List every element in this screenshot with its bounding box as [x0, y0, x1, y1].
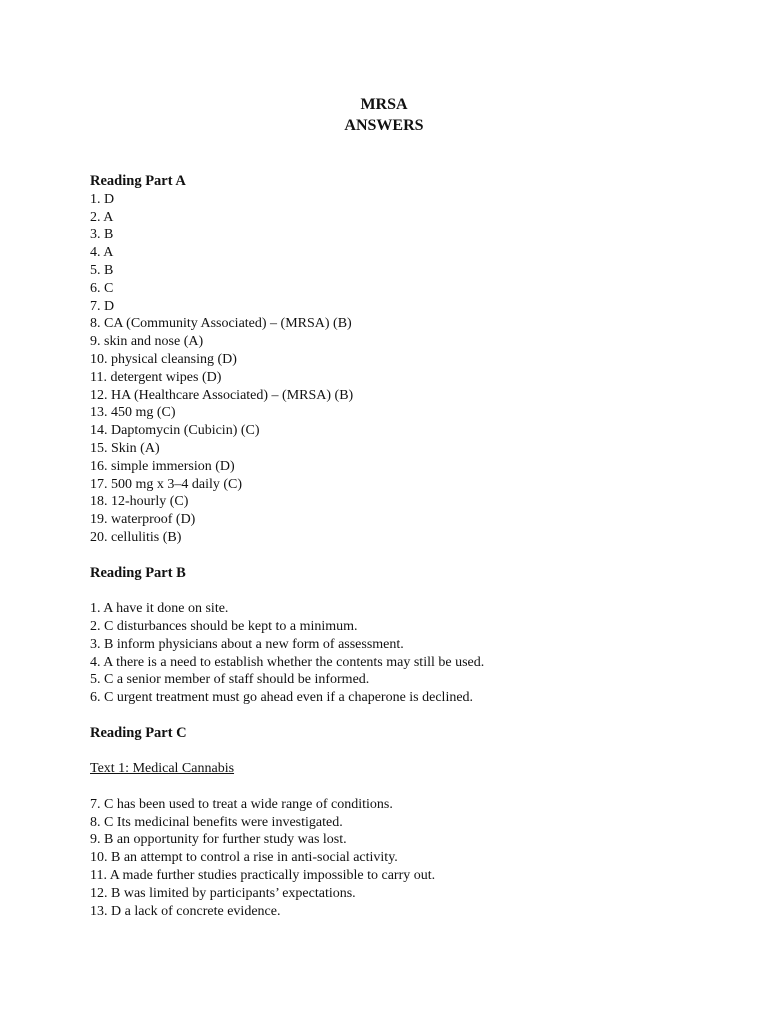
document-subtitle: ANSWERS [344, 117, 424, 134]
answer-item: 17. 500 mg x 3–4 daily (C) [90, 476, 243, 492]
section-heading-part-b: Reading Part B [90, 564, 186, 581]
answer-item: 3. B inform physicians about a new form of assessment. [90, 636, 404, 652]
answer-item: 9. skin and nose (A) [90, 334, 204, 350]
spacer [90, 743, 730, 761]
answer-item: 11. detergent wipes (D) [90, 369, 222, 385]
answer-item: 3. B [90, 227, 114, 243]
spacer [90, 707, 730, 725]
answer-item: 10. physical cleansing (D) [90, 351, 237, 367]
answer-item: 11. A made further studies practically impossible to carry out. [90, 868, 436, 884]
answer-item: 13. D a lack of concrete evidence. [90, 903, 281, 919]
answer-item: 5. C a senior member of staff should be informed. [90, 672, 370, 688]
answer-item: 8. CA (Community Associated) – (MRSA) (B) [90, 316, 352, 332]
spacer [90, 778, 730, 796]
document-title: MRSA [360, 96, 408, 113]
answer-list-part-a [90, 191, 730, 547]
spacer [90, 582, 730, 600]
text-1-title: Text 1: Medical Cannabis [90, 761, 235, 777]
answer-item: 7. C has been used to treat a wide range of conditions. [90, 796, 393, 812]
spacer [90, 547, 730, 565]
answer-item: 16. simple immersion (D) [90, 458, 235, 474]
answer-item: 4. A [90, 245, 114, 261]
answer-item: 6. C urgent treatment must go ahead even if a chaperone is declined. [90, 690, 474, 706]
answer-list-part-c [90, 796, 730, 921]
answer-list-part-b [90, 600, 730, 707]
answer-item: 4. A there is a need to establish whether the contents may still be used. [90, 654, 485, 670]
answers-content [90, 173, 730, 920]
title-block [0, 94, 768, 136]
answer-item: 19. waterproof (D) [90, 512, 196, 528]
answer-item: 6. C [90, 280, 114, 296]
section-heading-part-c: Reading Part C [90, 724, 187, 741]
section-heading-part-a: Reading Part A [90, 173, 186, 189]
answer-item: 9. B an opportunity for further study was lost. [90, 832, 347, 848]
answer-item: 15. Skin (A) [90, 440, 160, 456]
answer-item: 20. cellulitis (B) [90, 529, 182, 545]
answer-item: 2. A [90, 209, 114, 225]
answer-item: 8. C Its medicinal benefits were investigated. [90, 814, 343, 830]
section-part-c [90, 725, 730, 921]
answer-item: 1. D [90, 191, 115, 207]
answer-item: 1. A have it done on site. [90, 601, 229, 617]
answer-item: 13. 450 mg (C) [90, 405, 176, 421]
answer-item: 12. HA (Healthcare Associated) – (MRSA) (B) [90, 387, 354, 403]
answer-item: 5. B [90, 262, 114, 278]
section-part-a [90, 173, 730, 547]
answer-item: 12. B was limited by participants’ expectations. [90, 885, 356, 901]
answer-item: 2. C disturbances should be kept to a minimum. [90, 618, 358, 634]
answer-item: 14. Daptomycin (Cubicin) (C) [90, 423, 260, 439]
answer-item: 7. D [90, 298, 115, 314]
answer-item: 18. 12-hourly (C) [90, 494, 189, 510]
answer-item: 10. B an attempt to control a rise in anti-social activity. [90, 850, 398, 866]
section-part-b [90, 565, 730, 707]
